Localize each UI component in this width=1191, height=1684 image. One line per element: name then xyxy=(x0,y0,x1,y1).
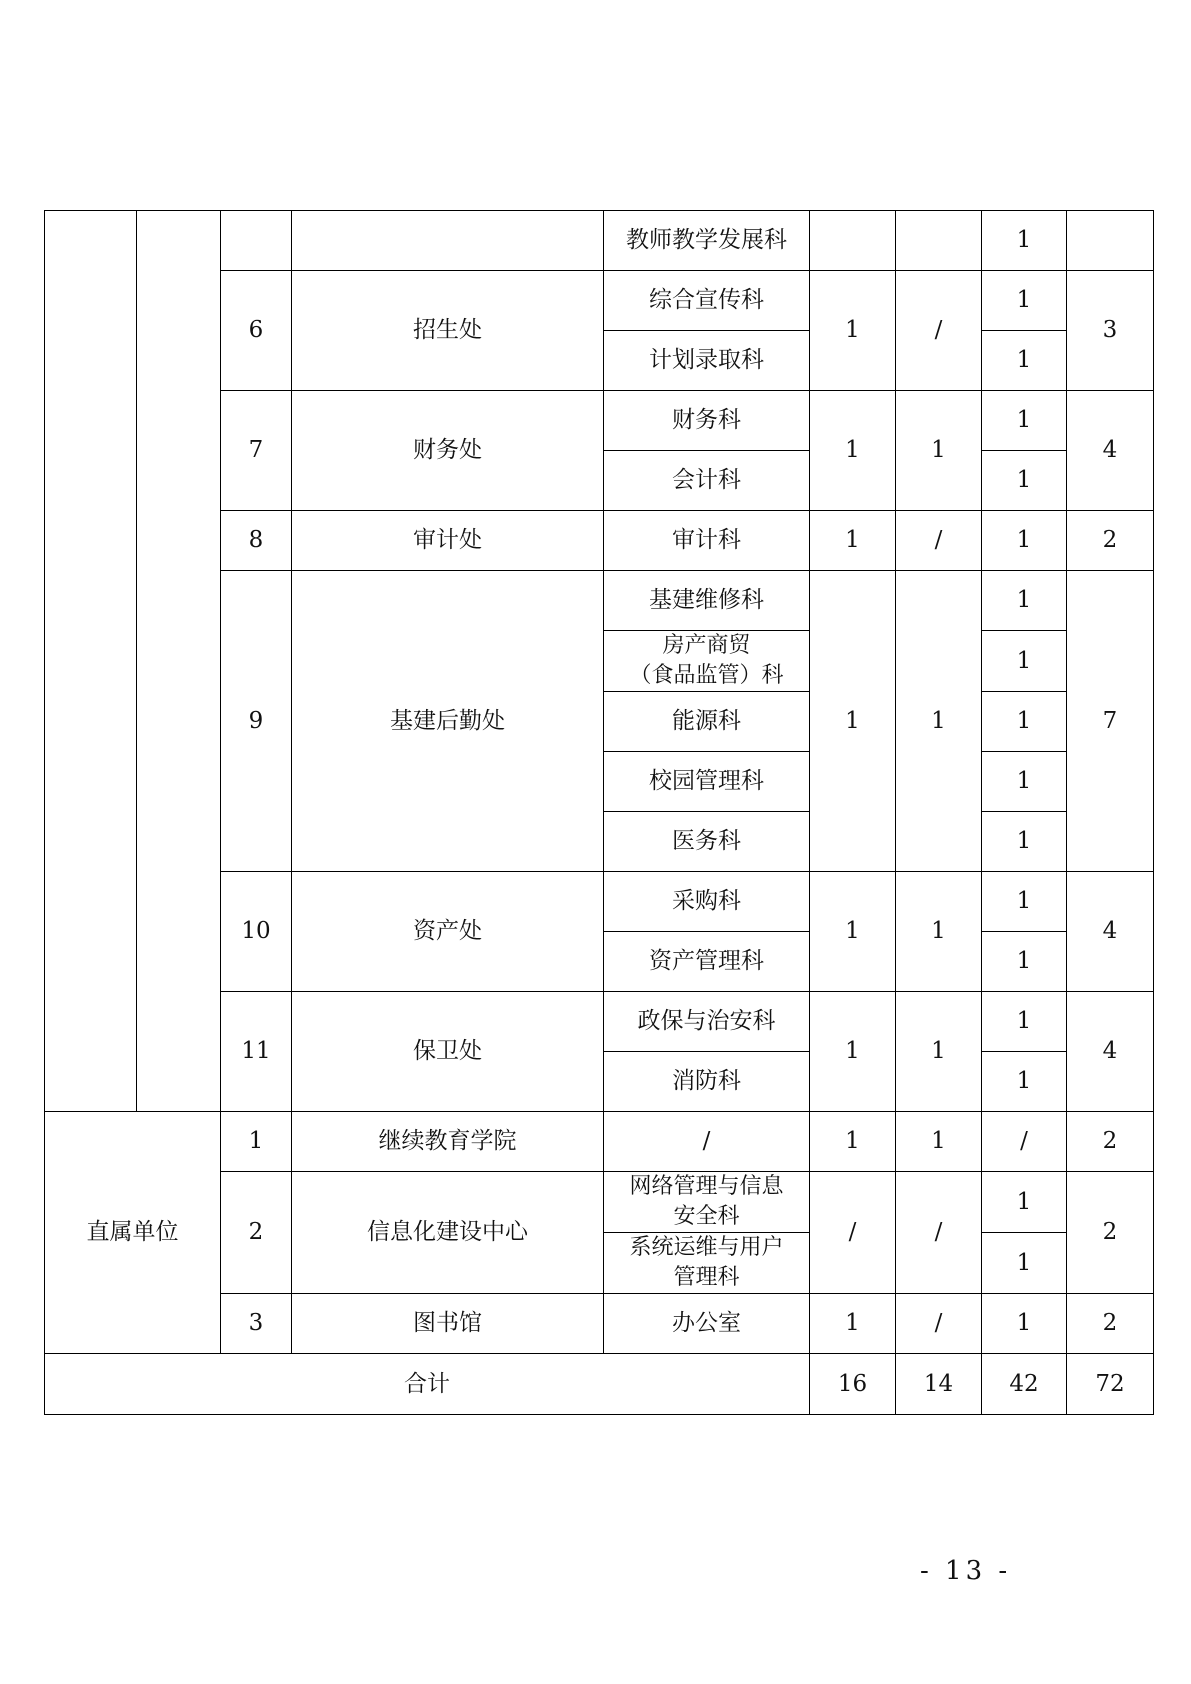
department-name: 图书馆 xyxy=(292,1294,604,1354)
section-name: / xyxy=(604,1112,810,1172)
count-col4: 2 xyxy=(1067,511,1154,571)
count-col2: 1 xyxy=(896,571,982,872)
section-name: 基建维修科 xyxy=(604,571,810,631)
staffing-table xyxy=(44,210,1154,1415)
count-col1: 1 xyxy=(810,511,896,571)
count-col4 xyxy=(1067,211,1154,271)
count-col4: 4 xyxy=(1067,872,1154,992)
count-col4: 4 xyxy=(1067,391,1154,511)
count-col3: 1 xyxy=(982,511,1067,571)
section-name: 资产管理科 xyxy=(604,932,810,992)
count-col1: 1 xyxy=(810,1112,896,1172)
count-col3: 1 xyxy=(982,331,1067,391)
department-name: 招生处 xyxy=(292,271,604,391)
count-col2: / xyxy=(896,511,982,571)
count-col3: 1 xyxy=(982,391,1067,451)
count-col1: 1 xyxy=(810,992,896,1112)
count-col3: 1 xyxy=(982,752,1067,812)
section-name: 审计科 xyxy=(604,511,810,571)
section-name: 网络管理与信息 安全科 xyxy=(604,1172,810,1233)
count-col1: / xyxy=(810,1172,896,1294)
count-col3: 1 xyxy=(982,451,1067,511)
count-col3: 1 xyxy=(982,692,1067,752)
count-col1: 1 xyxy=(810,1294,896,1354)
row-number: 10 xyxy=(221,872,292,992)
count-col1: 1 xyxy=(810,872,896,992)
count-col3: 1 xyxy=(982,271,1067,331)
count-col3: 1 xyxy=(982,1294,1067,1354)
count-col3: 1 xyxy=(982,571,1067,631)
department-name xyxy=(292,211,604,271)
department-name: 保卫处 xyxy=(292,992,604,1112)
department-name: 审计处 xyxy=(292,511,604,571)
row-number: 11 xyxy=(221,992,292,1112)
count-col2: / xyxy=(896,1294,982,1354)
department-name: 资产处 xyxy=(292,872,604,992)
section-name: 能源科 xyxy=(604,692,810,752)
department-name: 基建后勤处 xyxy=(292,571,604,872)
count-col4: 2 xyxy=(1067,1112,1154,1172)
count-col4: 3 xyxy=(1067,271,1154,391)
subcategory-cell-blank xyxy=(137,211,221,1112)
count-col3: 1 xyxy=(982,992,1067,1052)
row-number: 3 xyxy=(221,1294,292,1354)
total-col1: 16 xyxy=(810,1354,896,1415)
count-col2: 1 xyxy=(896,872,982,992)
department-name: 信息化建设中心 xyxy=(292,1172,604,1294)
total-col2: 14 xyxy=(896,1354,982,1415)
count-col3: 1 xyxy=(982,1233,1067,1294)
row-number xyxy=(221,211,292,271)
row-number: 8 xyxy=(221,511,292,571)
count-col2 xyxy=(896,211,982,271)
count-col2: 1 xyxy=(896,992,982,1112)
category-label: 直属单位 xyxy=(45,1112,221,1354)
count-col1: 1 xyxy=(810,271,896,391)
section-name: 政保与治安科 xyxy=(604,992,810,1052)
section-name: 办公室 xyxy=(604,1294,810,1354)
total-label: 合计 xyxy=(45,1354,810,1415)
count-col4: 4 xyxy=(1067,992,1154,1112)
count-col3: 1 xyxy=(982,1052,1067,1112)
count-col3: 1 xyxy=(982,932,1067,992)
department-name: 继续教育学院 xyxy=(292,1112,604,1172)
category-cell-blank xyxy=(45,211,137,1112)
count-col3: 1 xyxy=(982,872,1067,932)
section-name: 房产商贸 （食品监管）科 xyxy=(604,631,810,692)
count-col4: 2 xyxy=(1067,1172,1154,1294)
section-name: 计划录取科 xyxy=(604,331,810,391)
count-col4: 2 xyxy=(1067,1294,1154,1354)
page-number: - 13 - xyxy=(920,1556,1012,1586)
total-col3: 42 xyxy=(982,1354,1067,1415)
section-name: 系统运维与用户 管理科 xyxy=(604,1233,810,1294)
count-col3: 1 xyxy=(982,631,1067,692)
section-name: 校园管理科 xyxy=(604,752,810,812)
count-col2: 1 xyxy=(896,1112,982,1172)
row-number: 2 xyxy=(221,1172,292,1294)
section-name: 会计科 xyxy=(604,451,810,511)
section-name: 财务科 xyxy=(604,391,810,451)
section-name: 综合宣传科 xyxy=(604,271,810,331)
row-number: 7 xyxy=(221,391,292,511)
total-col4: 72 xyxy=(1067,1354,1154,1415)
count-col3: 1 xyxy=(982,211,1067,271)
section-name: 消防科 xyxy=(604,1052,810,1112)
count-col3: / xyxy=(982,1112,1067,1172)
count-col1: 1 xyxy=(810,571,896,872)
section-name: 教师教学发展科 xyxy=(604,211,810,271)
section-name: 采购科 xyxy=(604,872,810,932)
section-name: 医务科 xyxy=(604,812,810,872)
count-col2: / xyxy=(896,1172,982,1294)
count-col3: 1 xyxy=(982,812,1067,872)
count-col4: 7 xyxy=(1067,571,1154,872)
count-col2: 1 xyxy=(896,391,982,511)
count-col2: / xyxy=(896,271,982,391)
count-col1 xyxy=(810,211,896,271)
department-name: 财务处 xyxy=(292,391,604,511)
row-number: 6 xyxy=(221,271,292,391)
row-number: 1 xyxy=(221,1112,292,1172)
count-col3: 1 xyxy=(982,1172,1067,1233)
count-col1: 1 xyxy=(810,391,896,511)
row-number: 9 xyxy=(221,571,292,872)
